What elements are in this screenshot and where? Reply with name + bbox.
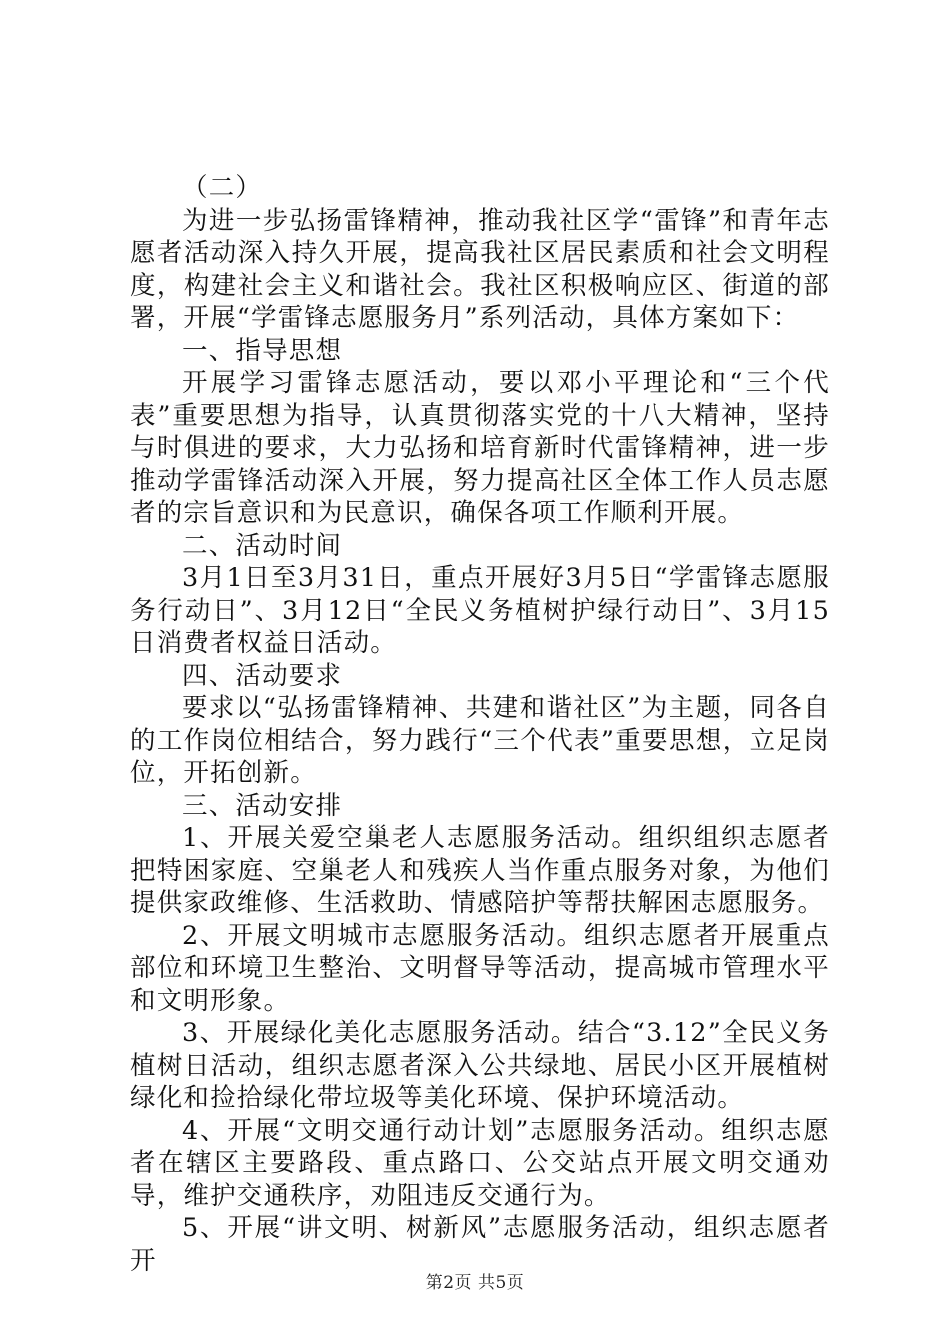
arrangement-item-3: 3、开展绿化美化志愿服务活动。结合“3.12”全民义务植树日活动，组织志愿者深入公共绿地、居民小区开展植树绿化和捡拾绿化带垃圾等美化环境、保护环境活动。 [130,1018,830,1113]
activity-requirements-paragraph: 要求以“弘扬雷锋精神、共建和谐社区”为主题，同各自的工作岗位相结合，努力践行“三个代表”重要思想，立足岗位，开拓创新。 [130,693,830,788]
page-footer: 第2页 共5页 [425,1273,525,1293]
arrangement-item-1: 1、开展关爱空巢老人志愿服务活动。组织组织志愿者把特困家庭、空巢老人和残疾人当作重点服务对象，为他们提供家政维修、生活救助、情感陪护等帮扶解困志愿服务。 [130,823,830,918]
heading-guiding-ideology: 一、指导思想 [182,335,343,366]
activity-time-paragraph: 3月1日至3月31日，重点开展好3月5日“学雷锋志愿服务行动日”、3月12日“全民义务植树护绿行动日”、3月15日消费者权益日活动。 [130,563,830,658]
heading-activity-time: 二、活动时间 [182,530,343,561]
heading-activity-requirements: 四、活动要求 [182,660,343,691]
intro-paragraph: 为进一步弘扬雷锋精神，推动我社区学“雷锋”和青年志愿者活动深入持久开展，提高我社区居民素质和社会文明程度，构建社会主义和谐社会。我社区积极响应区、街道的部署，开展“学雷锋志愿服务月”系列活动，具体方案如下： [130,205,830,333]
arrangement-item-2: 2、开展文明城市志愿服务活动。组织志愿者开展重点部位和环境卫生整治、文明督导等活动，提高城市管理水平和文明形象。 [130,920,830,1016]
arrangement-item-5: 5、开展“讲文明、树新风”志愿服务活动，组织志愿者开 [130,1213,830,1276]
arrangement-item-4: 4、开展“文明交通行动计划”志愿服务活动。组织志愿者在辖区主要路段、重点路口、公交站点开展文明交通劝导，维护交通秩序，劝阻违反交通行为。 [130,1115,830,1211]
section-number: （二） [182,173,263,203]
guiding-ideology-paragraph: 开展学习雷锋志愿活动，要以邓小平理论和“三个代表”重要思想为指导，认真贯彻落实党的十八大精神，坚持与时俱进的要求，大力弘扬和培育新时代雷锋精神，进一步推动学雷锋活动深入开展，努力提高社区全体工作人员志愿者的宗旨意识和为民意识，确保各项工作顺利开展。 [130,368,830,528]
heading-activity-arrangements: 三、活动安排 [182,790,343,821]
document-body [130,172,830,1277]
